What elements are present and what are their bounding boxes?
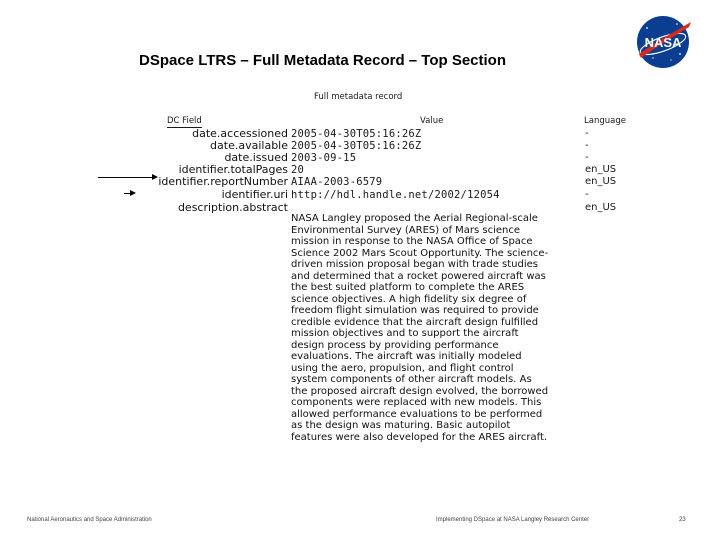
abstract-line: using the aero, propulsion, and flight control	[291, 362, 514, 374]
abstract-line: mission objectives and to support the aircraft	[291, 328, 519, 339]
header-language: Language	[584, 116, 626, 126]
field-name: description.abstract	[177, 201, 288, 214]
abstract-line: driven mission proposal began with trade studies	[291, 259, 538, 270]
abstract-line: evaluations. The aircraft was initially modeled	[291, 351, 522, 362]
abstract-line: Environmental Survey (ARES) of Mars science	[291, 224, 521, 236]
field-value: AIAA-2003-6579	[291, 176, 383, 188]
field-name: date.accessioned	[192, 127, 288, 140]
abstract-line: components were replaced with new models. This	[291, 397, 542, 408]
header-value: Value	[420, 116, 444, 126]
header-dc-field: DC Field	[167, 116, 202, 126]
field-value[interactable]: http://hdl.handle.net/2002/12054	[291, 189, 500, 201]
metadata-screenshot	[120, 88, 640, 468]
slide-title: DSpace LTRS – Full Metadata Record – Top Section	[139, 52, 507, 69]
abstract-line: Science 2002 Mars Scout Opportunity. The science-	[291, 247, 549, 259]
abstract-line: features were also developed for the ARES aircraft.	[291, 431, 548, 443]
field-value: 2005-04-30T05:16:26Z	[291, 140, 422, 152]
abstract-line: NASA Langley proposed the Aerial Regional-scale	[291, 213, 538, 224]
field-language: -	[585, 140, 589, 151]
footer-presentation-title: Implementing DSpace at NASA Langley Research Center	[436, 517, 590, 523]
abstract-line: the best suited platform to complete the ARES	[291, 282, 525, 293]
metadata-row	[120, 189, 640, 201]
field-language: -	[585, 128, 589, 139]
field-language: en_US	[585, 164, 617, 175]
abstract-line: science objectives. A high fidelity six degree of	[291, 293, 527, 305]
field-name: identifier.uri	[221, 188, 288, 201]
field-value: 20	[291, 164, 305, 176]
field-language: -	[585, 189, 589, 200]
abstract-line: and determined that a rocket powered aircraft was	[291, 270, 546, 282]
metadata-row	[120, 176, 640, 188]
abstract-line: allowed performance evaluations to be performed	[291, 408, 543, 420]
metadata-row	[120, 140, 640, 152]
field-name: date.issued	[224, 151, 288, 164]
field-name: identifier.totalPages	[178, 163, 288, 176]
pointer-arrow-total-pages	[98, 177, 156, 178]
field-value: 2003-09-15	[291, 152, 357, 164]
abstract-line: the proposed aircraft design evolved, the borrowed	[291, 385, 549, 397]
abstract-line: freedom flight simulation was required to provide	[291, 305, 539, 316]
abstract-line: system components of other aircraft models. As	[291, 374, 532, 385]
metadata-row	[120, 128, 640, 140]
abstract-line: mission in response to the NASA Office of Space	[291, 236, 533, 247]
abstract-text	[291, 213, 583, 443]
page-number: 23	[679, 517, 686, 523]
field-language: en_US	[585, 176, 617, 187]
field-name: identifier.reportNumber	[158, 175, 288, 188]
abstract-line: design process by providing performance	[291, 339, 499, 351]
nasa-logo-text: NASA	[644, 35, 682, 50]
record-caption: Full metadata record	[314, 92, 403, 102]
footer-agency: National Aeronautics and Space Administration	[27, 517, 152, 523]
abstract-line: as the design was maturing. Basic autopilot	[291, 420, 511, 431]
pointer-arrow-report-number	[124, 193, 134, 194]
field-value: 2005-04-30T05:16:26Z	[291, 128, 422, 140]
abstract-line: credible evidence that the aircraft design fulfilled	[291, 316, 539, 328]
field-name: date.available	[210, 139, 288, 152]
nasa-logo	[633, 14, 693, 70]
field-language: -	[585, 152, 589, 163]
field-language: en_US	[585, 202, 617, 213]
